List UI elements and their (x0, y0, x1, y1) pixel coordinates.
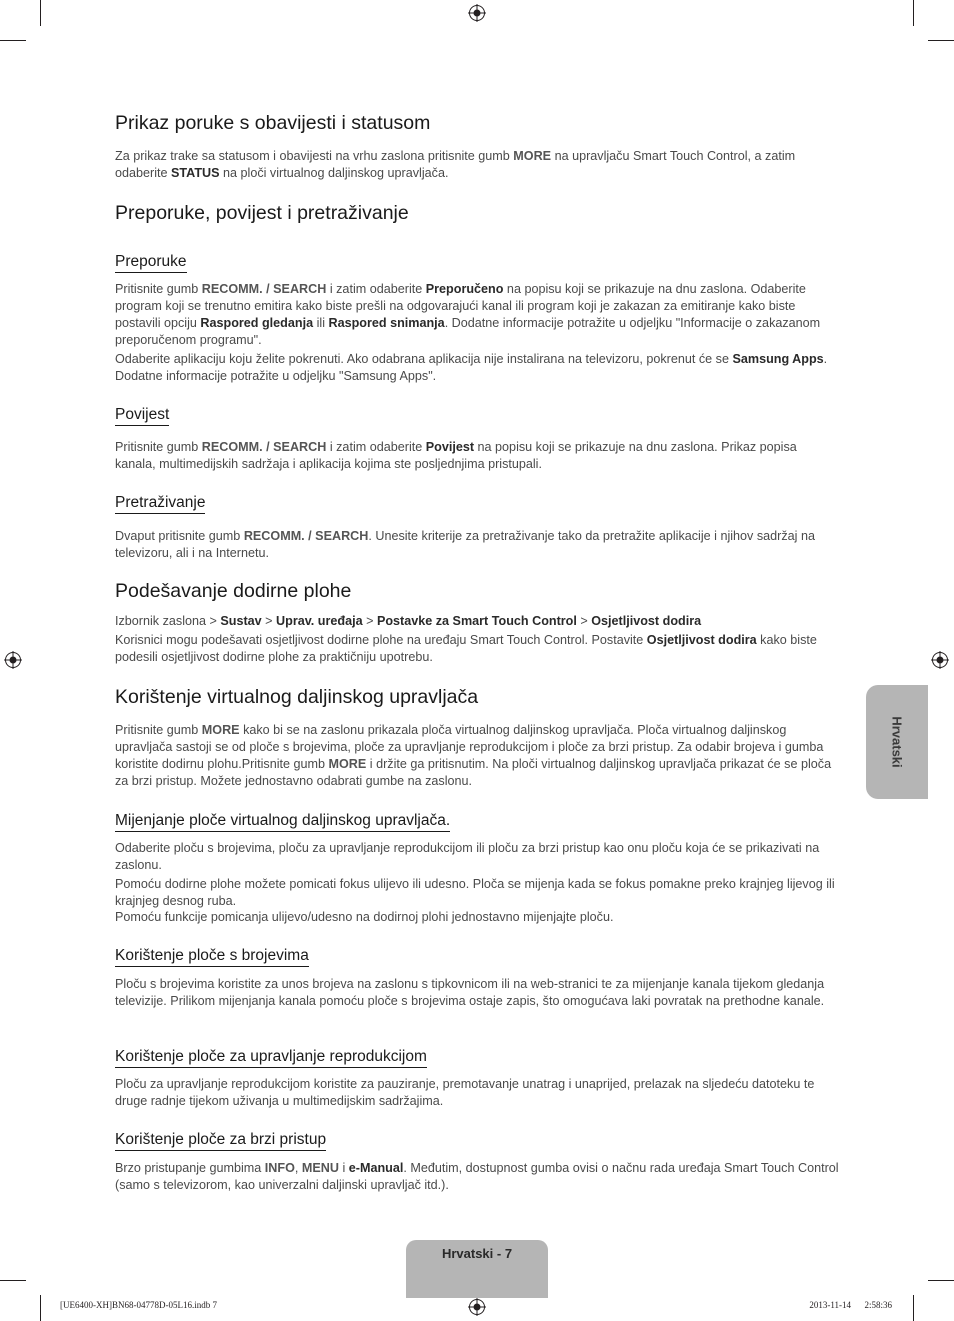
paragraph-pretrazivanje: Dvaput pritisnite gumb RECOMM. / SEARCH. Unesite kriterije za pretraživanje tako da pretražite aplikacije i njihov sadržaj na televizoru, ali i na Internetu. (115, 529, 815, 560)
crop-mark-br-h (928, 1280, 954, 1281)
section-title-status: Prikaz poruke s obavijesti i statusom (115, 112, 431, 134)
bold-term: Povijest (425, 440, 475, 454)
bold-term: Samsung Apps (732, 352, 824, 366)
section-title-recommendations: Preporuke, povijest i pretraživanje (115, 202, 409, 224)
paragraph-preporuke-1: Pritisnite gumb RECOMM. / SEARCH i zatim odaberite Preporučeno na popisu koji se prikazuje na dnu zaslona. Odaberite program koji se trenutno emitira kako biste prešli na odgovarajući kanal ili program koji je zakazan za emitiranje kako biste postavili opciju Raspored gledanja ili Raspored snimanja. Dodatne informacije potražite u odjeljku "Informacije o zakazanom preporučenom programu". (115, 282, 821, 347)
bold-term: Uprav. uređaja (276, 614, 363, 628)
section-title-touchpad: Podešavanje dodirne plohe (115, 580, 352, 602)
bold-term: e-Manual (348, 1161, 404, 1175)
paragraph-change-panel-3: Pomoću funkcije pomicanja ulijevo/udesno na dodirnoj plohi jednostavno mijenjajte ploču. (115, 910, 614, 924)
paragraph-change-panel-2: Pomoću dodirne plohe možete pomicati fokus ulijevo ili udesno. Ploča se mijenja kada se fokus pomakne preko krajnjeg lijevog ili krajnjeg desnog ruba. (115, 877, 835, 908)
crop-mark-br-v (913, 1295, 914, 1321)
footer-file-name: [UE6400-XH]BN68-04778D-05L16.indb 7 (60, 1300, 217, 1310)
paragraph-virtual-remote: Pritisnite gumb MORE kako bi se na zaslonu prikazala ploča virtualnog daljinskog upravljača. Ploča virtualnog daljinskog upravljača sastoji se od ploče s brojevima, ploče za upravljanje reprodukcijom i ploče za brzi pristup. Za odabir brojeva i gumba koristite dodirnu plohu.Pritisnite gumb MORE i držite ga pritisnutim. Na ploči virtualnog daljinskog upravljača prikazat će se ploča za brzi pristup. Možete jednostavno odabrati gumbe na zaslonu. (115, 723, 832, 788)
bold-term: Raspored snimanja (328, 316, 445, 330)
bold-term: Raspored gledanja (200, 316, 314, 330)
subsection-title-pretrazivanje: Pretraživanje (115, 494, 205, 514)
paragraph-change-panel-1: Odaberite ploču s brojevima, ploču za upravljanje reprodukcijom ili ploču za brzi pristup kao onu ploču koja će se prikazivati na zaslonu. (115, 841, 820, 872)
crop-mark-bl-h (0, 1280, 26, 1281)
registration-mark-bottom-icon (468, 1298, 486, 1316)
bold-term: MORE (328, 757, 367, 771)
bold-term: MORE (513, 149, 552, 163)
subsection-title-povijest: Povijest (115, 406, 169, 426)
bold-term: Sustav (220, 614, 262, 628)
paragraph-playback-panel: Ploču za upravljanje reprodukcijom koristite za pauziranje, premotavanje unatrag i unaprijed, prelazak na sljedeću datoteku te druge radnje tijekom uživanja u multimedijskim sadržajima. (115, 1077, 815, 1108)
registration-mark-right-icon (931, 651, 949, 669)
crop-mark-bl-v (40, 1295, 41, 1321)
page-number-label: Hrvatski - 7 (441, 1246, 513, 1261)
bold-term: MENU (301, 1161, 339, 1175)
bold-term: RECOMM. / SEARCH (201, 440, 327, 454)
crop-mark-tr-h (928, 40, 954, 41)
subsection-title-change-panel: Mijenjanje ploče virtualnog daljinskog upravljača. (115, 812, 450, 832)
registration-mark-left-icon (4, 651, 22, 669)
bold-term: Osjetljivost dodira (646, 633, 757, 647)
section-title-virtual-remote: Korištenje virtualnog daljinskog upravljača (115, 686, 479, 708)
crop-mark-tl-v (40, 0, 41, 26)
crop-mark-tl-h (0, 40, 26, 41)
footer-timestamp: 2013-11-14 2:58:36 (809, 1300, 892, 1310)
subsection-title-quick-panel: Korištenje ploče za brzi pristup (115, 1131, 326, 1151)
registration-mark-top-icon (468, 4, 486, 22)
paragraph-touchpad: Korisnici mogu podešavati osjetljivost dodirne plohe na uređaju Smart Touch Control. Postavite Osjetljivost dodira kako biste podesili osjetljivost dodirne plohe za praktičniju upotrebu. (115, 633, 817, 664)
paragraph-povijest: Pritisnite gumb RECOMM. / SEARCH i zatim odaberite Povijest na popisu koji se prikazuje na dnu zaslona. Prikaz popisa kanala, multimedijskih sadržaja i aplikacija kojima ste posljednjima pristupali. (115, 440, 797, 471)
subsection-title-playback-panel: Korištenje ploče za upravljanje reprodukcijom (115, 1048, 427, 1068)
paragraph-number-panel: Ploču s brojevima koristite za unos brojeva na zaslonu s tipkovnicom ili na web-stranici te za mijenjanje kanala tijekom gledanja televizije. Prilikom mijenjanja kanala pomoću ploče s brojevima ostaje zapis, što omogućava laki povratak na prethodne kanale. (115, 977, 825, 1008)
subsection-title-preporuke: Preporuke (115, 253, 187, 273)
bold-term: RECOMM. / SEARCH (243, 529, 369, 543)
paragraph-status: Za prikaz trake sa statusom i obavijesti na vrhu zaslona pritisnite gumb MORE na upravljaču Smart Touch Control, a zatim odaberite STATUS na ploči virtualnog daljinskog upravljača. (115, 149, 796, 180)
bold-term: MORE (201, 723, 240, 737)
bold-term: RECOMM. / SEARCH (201, 282, 327, 296)
bold-term: INFO (264, 1161, 295, 1175)
crop-mark-tr-v (913, 0, 914, 26)
language-side-tab (866, 685, 928, 799)
bold-term: STATUS (171, 166, 220, 180)
bold-term: Postavke za Smart Touch Control (376, 614, 577, 628)
bold-term: Osjetljivost dodira (591, 614, 702, 628)
paragraph-quick-panel: Brzo pristupanje gumbima INFO, MENU i e-Manual. Međutim, dostupnost gumba ovisi o načnu rada uređaja Smart Touch Control (samo s televizorom, kao univerzalni daljinski upravljač itd.). (115, 1161, 839, 1192)
paragraph-touchpad-path: Izbornik zaslona > Sustav > Uprav. uređaja > Postavke za Smart Touch Control > Osjetljivost dodira (115, 614, 702, 628)
language-side-tab-label: Hrvatski (889, 716, 905, 768)
subsection-title-number-panel: Korištenje ploče s brojevima (115, 947, 309, 967)
bold-term: Preporučeno (425, 282, 504, 296)
paragraph-preporuke-2: Odaberite aplikaciju koju želite pokrenuti. Ako odabrana aplikacija nije instalirana na televizoru, pokrenut će se Samsung Apps. Dodatne informacije potražite u odjeljku "Samsung Apps". (115, 352, 828, 383)
page-number-tab (406, 1240, 548, 1298)
